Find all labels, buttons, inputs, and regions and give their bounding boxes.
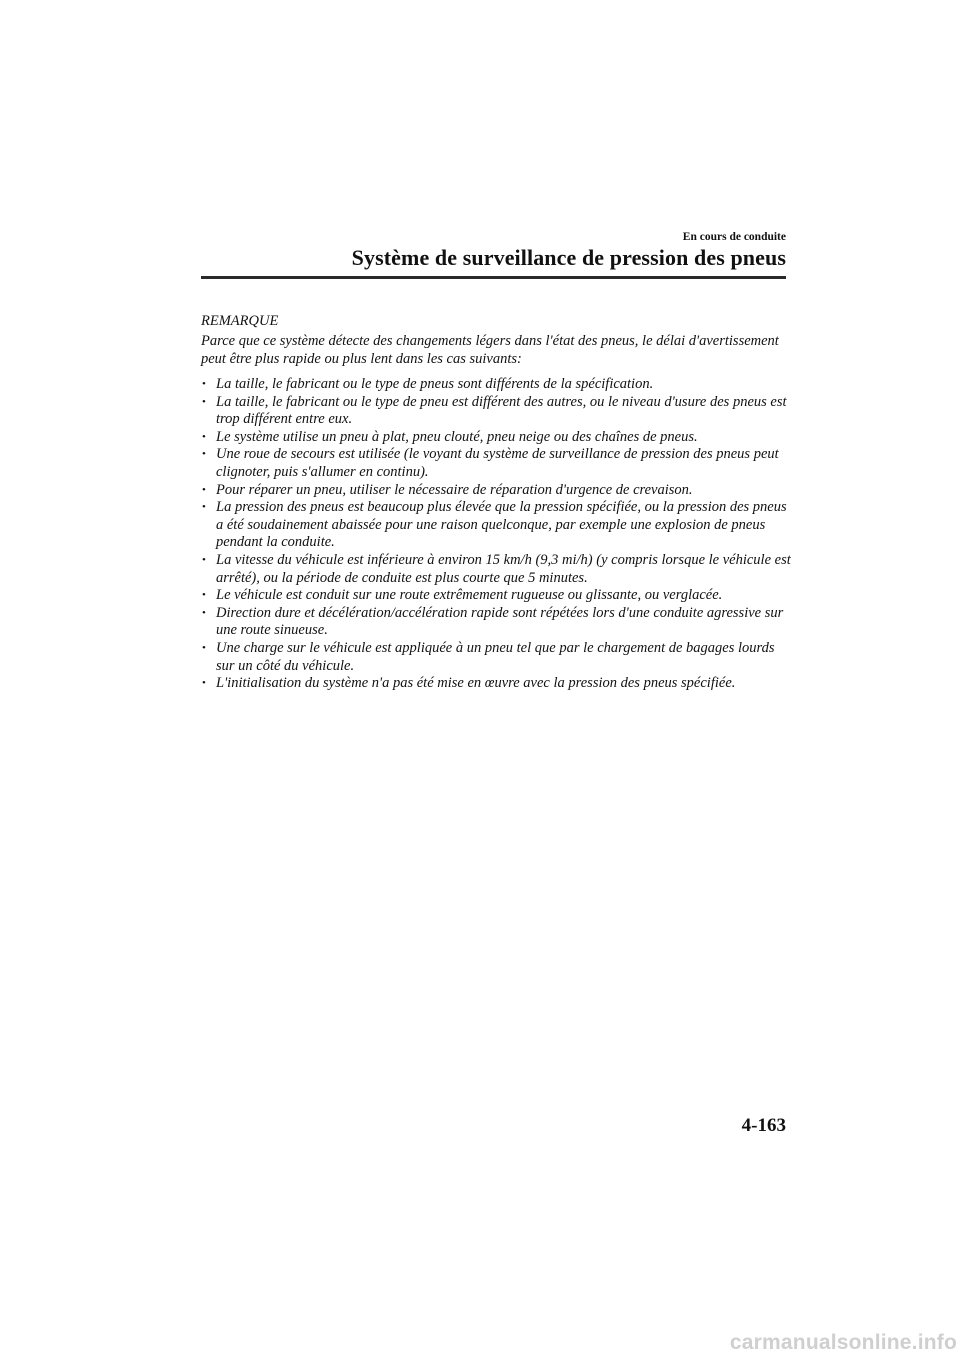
list-item: [201, 429, 791, 447]
bullet-icon: •: [202, 395, 206, 408]
list-item: [201, 482, 791, 500]
bullet-icon: •: [202, 606, 206, 619]
section-title: Système de surveillance de pression des pneus: [351, 245, 786, 270]
note-intro-text: Parce que ce système détecte des changements légers dans l'état des pneus, le délai d'avertissement peut être plus rapide ou plus lent dans les cas suivants:: [201, 333, 779, 367]
list-item-text: Une charge sur le véhicule est appliquée à un pneu tel que par le chargement de bagages lourds sur un côté du véhicule.: [216, 639, 775, 674]
bullet-icon: •: [202, 483, 206, 496]
list-item: [201, 640, 791, 675]
note-intro: [201, 333, 786, 368]
note-bullet-list: [201, 376, 791, 693]
bullet-icon: •: [202, 430, 206, 443]
list-item-text: La vitesse du véhicule est inférieure à environ 15 km/h (9,3 mi/h) (y compris lorsque le véhicule est arrêté), ou la période de conduite est plus courte que 5 minutes.: [216, 551, 791, 586]
bullet-icon: •: [202, 378, 206, 390]
bullet-icon: •: [202, 501, 206, 514]
list-item-text: L'initialisation du système n'a pas été mise en œuvre avec la pression des pneus spécifiée.: [216, 675, 736, 692]
list-item: [201, 587, 791, 605]
list-item-text: La taille, le fabricant ou le type de pneu est différent des autres, ou le niveau d'usure des pneus est trop différent entre eux.: [216, 393, 787, 428]
list-item-text: Le véhicule est conduit sur une route extrêmement rugueuse ou glissante, ou verglacée.: [216, 587, 723, 604]
list-item-text: Le système utilise un pneu à plat, pneu clouté, pneu neige ou des chaînes de pneus.: [216, 428, 698, 445]
bullet-icon: •: [202, 589, 206, 602]
list-item-text: La taille, le fabricant ou le type de pneus sont différents de la spécification.: [216, 376, 654, 392]
list-item: [201, 552, 791, 587]
bullet-icon: •: [202, 677, 206, 690]
bullet-icon: •: [202, 448, 206, 461]
list-item-text: Pour réparer un pneu, utiliser le nécessaire de réparation d'urgence de crevaison.: [216, 481, 693, 498]
bullet-icon: •: [202, 553, 206, 566]
list-item: [201, 376, 791, 394]
list-item-text: La pression des pneus est beaucoup plus élevée que la pression spécifiée, ou la pression des pneus a été soudainement abaissée pour une raison quelconque, par exemple une explosion de pneus pendant la conduite.: [216, 499, 787, 551]
list-item: [201, 675, 791, 693]
list-item: [201, 394, 791, 429]
watermark-link[interactable]: carmanualsonline.info: [729, 1331, 957, 1354]
list-item: [201, 446, 791, 481]
list-item-text: Une roue de secours est utilisée (le voyant du système de surveillance de pression des pneus peut clignoter, puis s'allumer en continu).: [216, 446, 779, 480]
chapter-label: En cours de conduite: [682, 231, 786, 243]
note-heading: REMARQUE: [201, 313, 279, 329]
list-item-text: Direction dure et décélération/accélération rapide sont répétées lors d'une conduite agressive sur une route sinueuse.: [216, 604, 784, 639]
header-rule: [201, 276, 786, 279]
list-item: [201, 605, 791, 640]
page-number: 4-163: [741, 1115, 786, 1136]
list-item: [201, 499, 791, 552]
bullet-icon: •: [202, 641, 206, 654]
